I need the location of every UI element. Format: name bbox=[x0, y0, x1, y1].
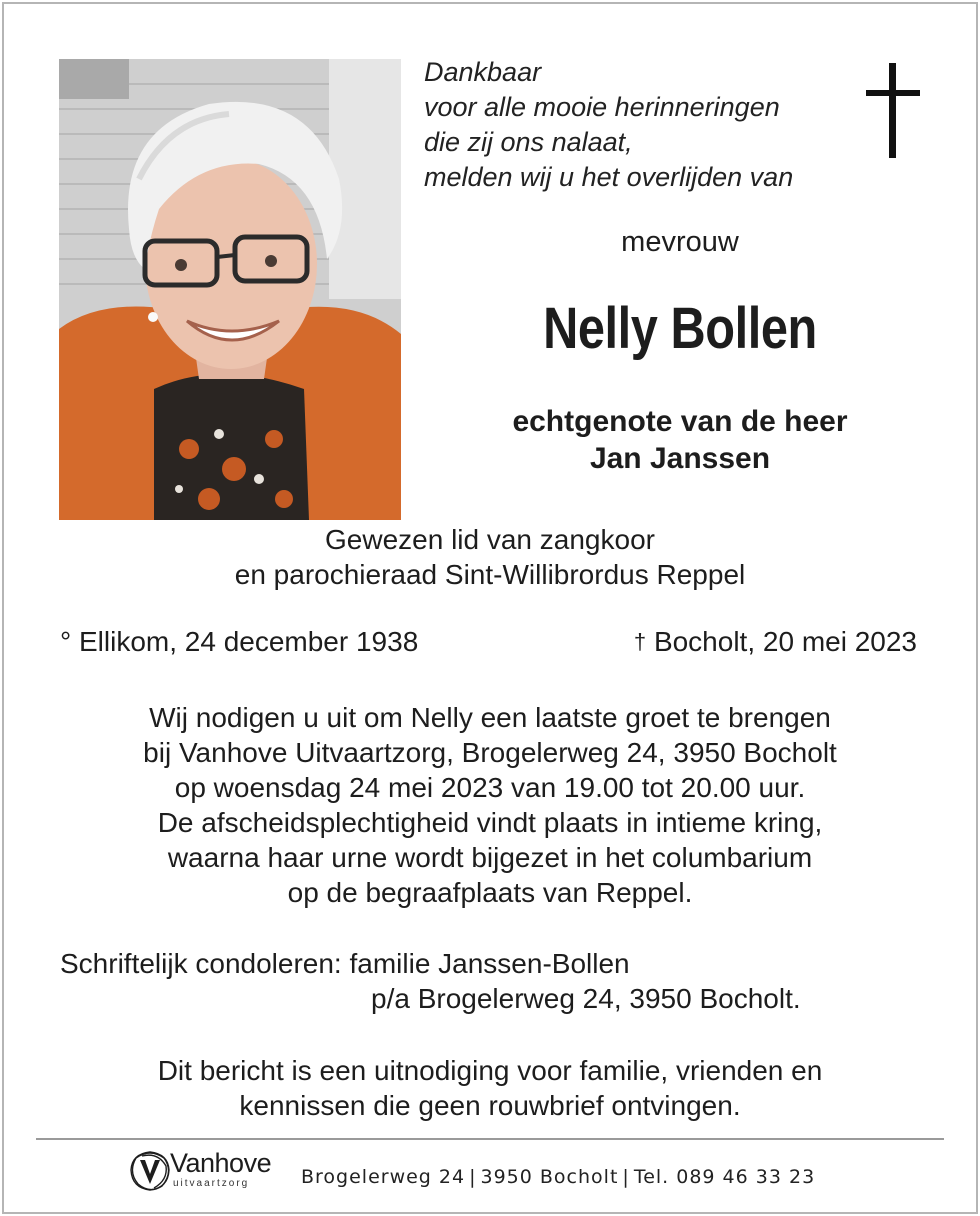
dagger-icon: † bbox=[633, 629, 647, 654]
membership-line: Gewezen lid van zangkoor bbox=[325, 524, 655, 555]
invitation-line: Wij nodigen u uit om Nelly een laatste groet te brengen bbox=[149, 702, 831, 733]
condolence-line: Schriftelijk condoleren: familie Janssen-Bollen bbox=[60, 948, 630, 979]
footer-phone: Tel. 089 46 33 23 bbox=[633, 1166, 816, 1188]
invitation-line: waarna haar urne wordt bijgezet in het columbarium bbox=[167, 842, 813, 873]
footer-separator: | bbox=[469, 1166, 477, 1188]
death-text: Bocholt, 20 mei 2023 bbox=[653, 626, 917, 657]
footer-contact bbox=[301, 1166, 815, 1188]
notice-line: Dit bericht is een uitnodiging voor familie, vrienden en bbox=[157, 1055, 823, 1086]
invitation-line: op woensdag 24 mei 2023 van 19.00 tot 20.00 uur. bbox=[174, 772, 806, 803]
notice-line: kennissen die geen rouwbrief ontvingen. bbox=[239, 1090, 741, 1121]
footer-address: Brogelerweg 24 bbox=[301, 1166, 466, 1188]
portrait-photo bbox=[59, 59, 401, 520]
footer-separator: | bbox=[622, 1166, 630, 1188]
invitation-line: bij Vanhove Uitvaartzorg, Brogelerweg 24, 3950 Bocholt bbox=[143, 737, 837, 768]
spouse-line: echtgenote van de heer bbox=[512, 405, 848, 438]
intro-line: die zij ons nalaat, bbox=[424, 127, 633, 157]
logo-name: Vanhove bbox=[170, 1148, 272, 1178]
intro-line: voor alle mooie herinneringen bbox=[424, 92, 780, 122]
membership-info bbox=[0, 522, 980, 592]
intro-line: melden wij u het overlijden van bbox=[424, 162, 794, 192]
latin-cross-icon bbox=[866, 63, 920, 158]
spouse-info bbox=[440, 403, 920, 477]
invitation-text bbox=[0, 700, 980, 910]
footer-divider bbox=[36, 1138, 944, 1140]
condolence-address: p/a Brogelerweg 24, 3950 Bocholt. bbox=[371, 983, 801, 1014]
spouse-name: Jan Janssen bbox=[589, 442, 771, 475]
logo-subtitle: uitvaartzorg bbox=[173, 1178, 250, 1189]
notice-text bbox=[0, 1053, 980, 1123]
membership-line: en parochieraad Sint-Willibrordus Reppel bbox=[234, 559, 746, 590]
death-info bbox=[634, 626, 917, 658]
invitation-line: op de begraafplaats van Reppel. bbox=[287, 877, 693, 908]
birth-info: ° Ellikom, 24 december 1938 bbox=[60, 626, 419, 657]
deceased-name: Nelly Bollen bbox=[543, 296, 817, 361]
intro-line: Dankbaar bbox=[424, 57, 542, 87]
footer-city: 3950 Bocholt bbox=[480, 1166, 619, 1188]
intro-text bbox=[424, 55, 793, 195]
invitation-line: De afscheidsplechtigheid vindt plaats in intieme kring, bbox=[157, 807, 823, 838]
honorific: mevrouw bbox=[621, 226, 739, 258]
